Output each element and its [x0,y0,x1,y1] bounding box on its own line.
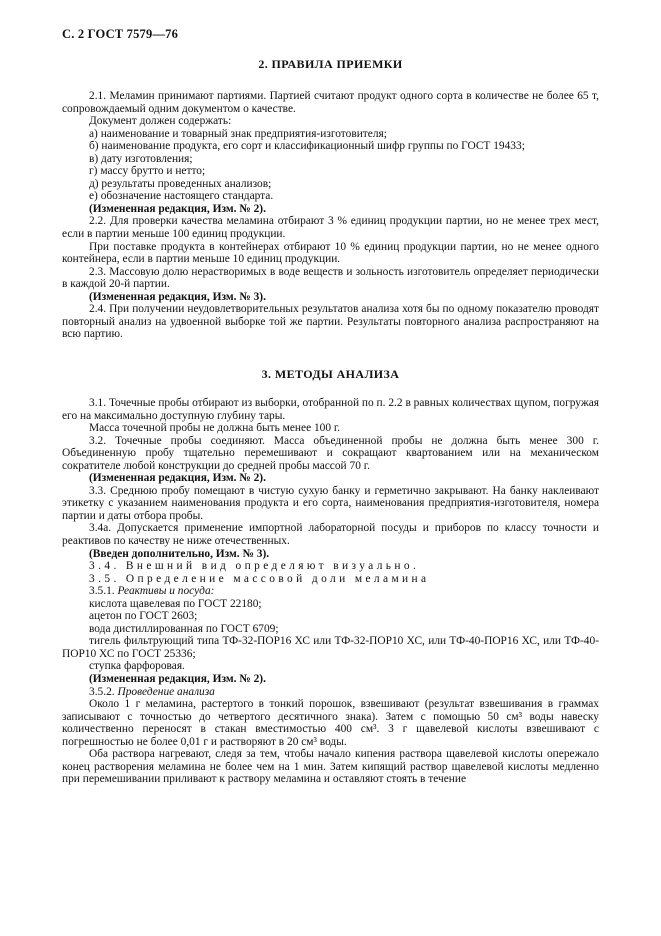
paragraph-2-4: 2.4. При получении неудовлетворительных результатов анализа хотя бы по одному показателю проводят повторный анализ на удвоенной выборке той же партии. Результаты повторного анализа распространяют на всю партию. [62,303,599,341]
list-item-e: е) обозначение настоящего стандарта. [89,190,274,203]
paragraph-2-2: 2.2. Для проверки качества меламина отбирают 3 % единиц продукции партии, но не менее трех мест, если в партии меньше 100 единиц продукции. [62,215,599,241]
paragraph-3-5-heading: 3.5. Определение массовой доли меламина [89,572,430,585]
list-item-b: б) наименование продукта, его сорт и классификационный шифр группы по ГОСТ 19433; [89,140,525,153]
page-header: С. 2 ГОСТ 7579—76 [62,27,179,41]
section-2-body [62,90,599,341]
paragraph-3-5-2-heating: Оба раствора нагревают, следя за тем, чтобы начало кипения раствора щавелевой кислоты опережало конец растворения меламина не более чем на 1 мин. Затем кипящий раствор щавелевой кислоты медленно при перемешивании приливают к раствору меламина и оставляют стоять в течение [62,748,599,786]
paragraph-2-3: 2.3. Массовую долю нерастворимых в воде веществ и зольность изготовитель определяет периодически в каждой 20-й партии. [62,265,599,291]
paragraph-3-4: 3.4. Внешний вид определяют визуально. [89,560,420,573]
reagent-item: тигель фильтрующий типа ТФ-32-ПОР16 ХС или ТФ-32-ПОР10 ХС, или ТФ-40-ПОР16 ХС, или ТФ-40-ПОР10 ХС по ГОСТ 25336; [62,635,599,660]
subsection-3-5-2 [62,686,599,699]
subsection-number: 3.5.2. [89,685,115,698]
paragraph-2-1: 2.1. Меламин принимают партиями. Партией считают продукт одного сорта в количестве не более 65 т, сопровождаемый одним документом о качестве. [62,90,599,115]
paragraph-3-5-2-weighing: Около 1 г меламина, растертого в тонкий порошок, взвешивают (результат взвешивания в граммах записывают с точностью до четвертого десятичного знака). Затем с помощью 50 см³ воды навеску количественно переносят в стакан вместимостью 400 см³. 3 г щавелевой кислоты взвешивают с погрешностью не более 0,01 г и растворяют в 20 см³ воды. [62,698,599,748]
reagent-item: ацетон по ГОСТ 2603; [89,610,198,623]
reagent-item: ступка фарфоровая. [89,660,185,673]
document-contents-intro: Документ должен содержать: [89,115,232,128]
section-2-title: 2. ПРАВИЛА ПРИЕМКИ [258,57,403,71]
list-item-v: в) дату изготовления; [89,152,193,165]
list-item-a: а) наименование и товарный знак предприятия-изготовителя; [89,127,387,140]
subsection-number: 3.5.1. [89,585,115,598]
section-3-body [62,397,599,786]
subsection-title: Реактивы и посуда: [117,585,215,598]
list-item-g: г) массу брутто и нетто; [89,165,206,178]
subsection-title: Проведение анализа [117,685,215,698]
paragraph-3-2: 3.2. Точечные пробы соединяют. Масса объединенной пробы не должна быть менее 300 г. Объединенную пробу тщательно перемешивают и сокращают квартованием или на механическом сократителе любой конструкции до средней пробы массой 70 г. [62,434,599,472]
reagent-item: вода дистиллированная по ГОСТ 6709; [89,622,279,635]
revision-note: (Измененная редакция, Изм. № 2). [89,673,266,686]
subsection-3-5-1 [62,585,599,598]
paragraph-3-4a: 3.4а. Допускается применение импортной лабораторной посуды и приборов по классу точности и реактивов по качеству не ниже отечественных. [62,522,599,548]
paragraph-3-3: 3.3. Среднюю пробу помещают в чистую сухую банку и герметично закрывают. На банку наклеивают этикетку с указанием наименования продукта и его сорта, наименования предприятия-изготовителя, номера партии и даты отбора пробы. [62,484,599,522]
section-3-title: 3. МЕТОДЫ АНАЛИЗА [261,367,400,381]
revision-note: (Измененная редакция, Изм. № 3). [89,290,266,303]
paragraph-3-1-mass: Масса точечной пробы не должна быть менее 100 г. [89,422,341,435]
paragraph-2-2-containers: При поставке продукта в контейнерах отбирают 10 % единиц продукции партии, но не менее одного контейнера, если в партии меньше 10 единиц продукции. [62,240,599,266]
paragraph-3-1: 3.1. Точечные пробы отбирают из выборки, отобранной по п. 2.2 в равных количествах щупом, погружая его на максимально доступную глубину тары. [62,397,599,422]
reagent-item: кислота щавелевая по ГОСТ 22180; [89,597,262,610]
list-item-d: д) результаты проведенных анализов; [89,177,272,190]
revision-note: (Измененная редакция, Изм. № 2). [89,202,266,215]
revision-note: (Измененная редакция, Изм. № 2). [89,472,266,485]
revision-note: (Введен дополнительно, Изм. № 3). [89,547,270,560]
